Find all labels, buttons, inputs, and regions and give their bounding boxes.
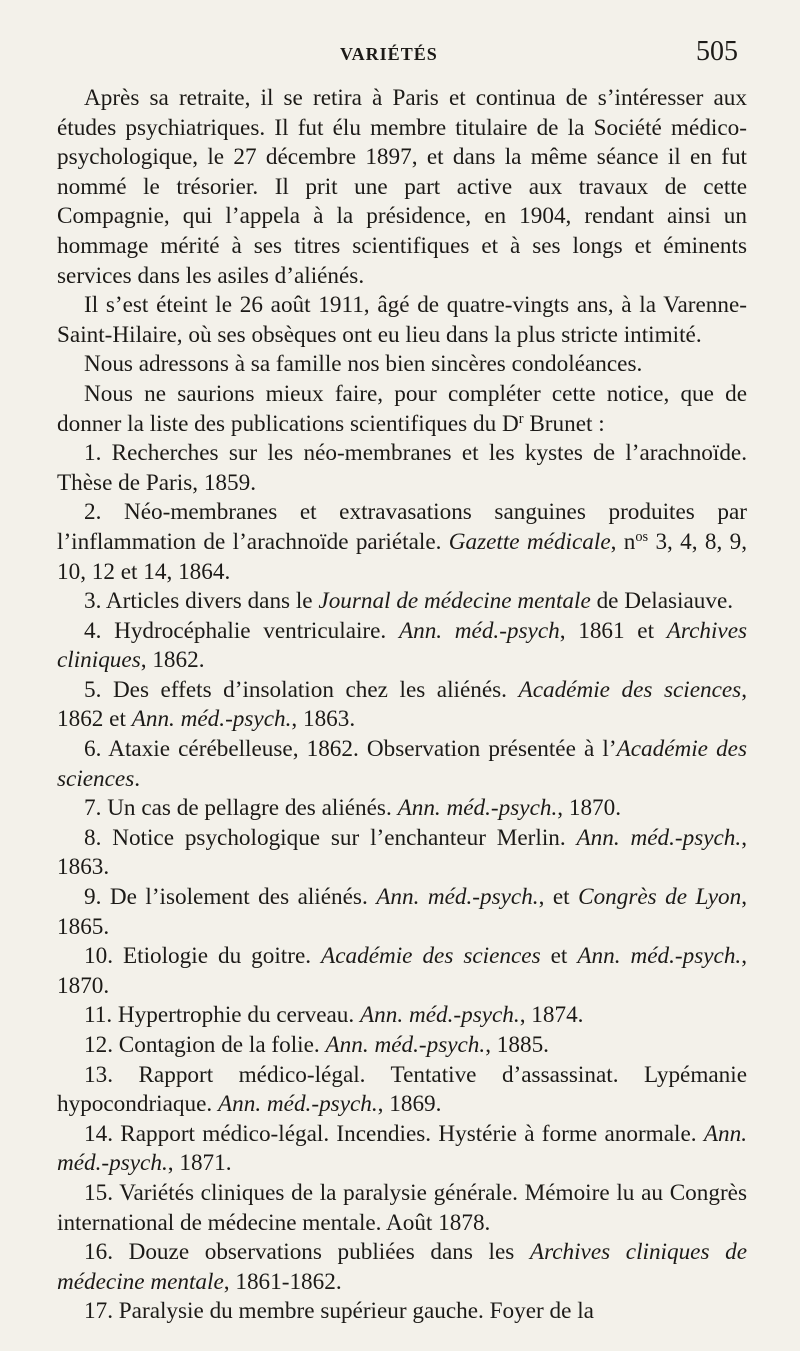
publication-number: 14. bbox=[84, 1120, 113, 1147]
publication-item: 8. Notice psychologique sur l’enchanteur Merlin. Ann. méd.-psych., 1863. bbox=[57, 824, 747, 881]
publication-number: 3. bbox=[84, 588, 102, 615]
publication-item: 7. Un cas de pellagre des aliénés. Ann. méd.-psych., 1870. bbox=[84, 795, 622, 822]
publication-item: 14. Rapport médico-légal. Incendies. Hystérie à forme anormale. Ann. méd.-psych., 1871. bbox=[57, 1120, 747, 1177]
publication-number: 1. bbox=[84, 440, 102, 467]
publication-item: 2. Néo-membranes et extravasations sanguines produites par l’inflammation de l’arachnoïde pariétale. Gazette médicale, $n^{os}$ 3, 4, 8, 9, 10, 12 et 14, 1864. bbox=[57, 499, 748, 585]
publication-item: 6. Ataxie cérébelleuse, 1862. Observation présentée à l’Académie des sciences. bbox=[57, 736, 747, 792]
publication-item: 5. Des effets d’insolation chez les aliénés. Académie des sciences, 1862 et Ann. méd.-psych., 1863. bbox=[57, 676, 747, 733]
publication-item: 3. Articles divers dans le Journal de médecine mentale de Delasiauve. bbox=[84, 588, 734, 615]
publication-number: 7. bbox=[84, 795, 102, 822]
publication-item: 1. Recherches sur les néo-membranes et les kystes de l’arachnoïde. Thèse de Paris, 1859. bbox=[57, 440, 747, 496]
publication-number: 2. bbox=[84, 499, 102, 526]
publication-number: 12. bbox=[84, 1032, 113, 1058]
publication-number: 10. bbox=[84, 943, 113, 970]
publication-item: 12. Contagion de la folie. Ann. méd.-psych., 1885. bbox=[84, 1032, 549, 1058]
publication-number: 5. bbox=[84, 676, 102, 703]
body-text bbox=[57, 84, 747, 1327]
publication-item: 10. Etiologie du goitre. Académie des sciences et Ann. méd.-psych., 1870. bbox=[57, 943, 748, 999]
publication-item: 16. Douze observations publiées dans les Archives cliniques de médecine mentale, 1861-1862. bbox=[57, 1239, 747, 1295]
running-head: VARIÉTÉS bbox=[340, 44, 438, 64]
publication-number: 4. bbox=[84, 617, 102, 644]
publication-number: 9. bbox=[84, 884, 102, 911]
publication-number: 17. bbox=[84, 1298, 113, 1325]
publication-number: 6. bbox=[84, 736, 102, 763]
publication-number: 13. bbox=[84, 1061, 113, 1088]
publication-list bbox=[57, 439, 747, 1327]
publication-number: 16. bbox=[84, 1239, 113, 1266]
paragraph: Après sa retraite, il se retira à Paris et continua de s’intéresser aux études psychiatriques. Il fut élu membre titulaire de la Société médico-psychologique, le 27 décembre 1897, et dans la même séance il en fut nommé le trésorier. Il prit une part active aux travaux de cette Compagnie, qui l’appela à la présidence, en 1904, rendant ainsi un hommage mérité à ses titres scientifiques et à ses longs et éminents services dans les asiles d’aliénés. bbox=[57, 85, 747, 289]
publication-item: 9. De l’isolement des aliénés. Ann. méd.-psych., et Congrès de Lyon, 1865. bbox=[57, 884, 748, 940]
paragraph: Nous adressons à sa famille nos bien sincères condoléances. bbox=[84, 351, 643, 378]
paragraph: Il s’est éteint le 26 août 1911, âgé de quatre-vingts ans, à la Varenne-Saint-Hilaire, où ses obsèques ont eu lieu dans la plus stricte intimité. bbox=[57, 292, 747, 348]
publication-number: 11. bbox=[84, 1002, 113, 1029]
publication-item: 13. Rapport médico-légal. Tentative d’assassinat. Lypémanie hypocondriaque. Ann. méd.-psych., 1869. bbox=[57, 1061, 747, 1118]
publication-item: 4. Hydrocéphalie ventriculaire. Ann. méd.-psych, 1861 et Archives cliniques, 1862. bbox=[57, 617, 748, 674]
publication-item: 15. Variétés cliniques de la paralysie générale. Mémoire lu au Congrès international de médecine mentale. Août 1878. bbox=[57, 1179, 747, 1236]
page-header bbox=[0, 36, 800, 76]
publication-number: 15. bbox=[84, 1179, 113, 1206]
publication-item: 11. Hypertrophie du cerveau. Ann. méd.-psych., 1874. bbox=[84, 1002, 584, 1029]
publication-item: 17. Paralysie du membre supérieur gauche. Foyer de la bbox=[84, 1298, 594, 1325]
publication-number: 8. bbox=[84, 824, 102, 851]
paragraph: Nous ne saurions mieux faire, pour compléter cette notice, que de donner la liste des publications scientifiques du $D^r$ Brunet : bbox=[57, 380, 747, 437]
page-number: 505 bbox=[696, 36, 738, 67]
